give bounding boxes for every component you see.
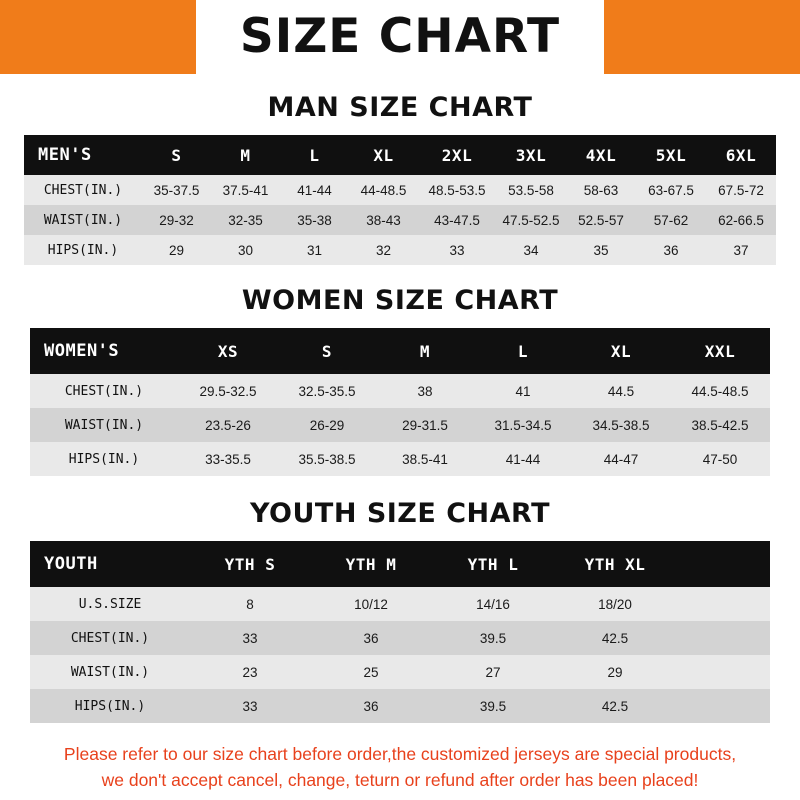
data-cell: 38 <box>376 374 474 408</box>
data-cell: 48.5-53.5 <box>418 175 496 205</box>
data-cell: 33 <box>190 621 310 655</box>
man-section-title: MAN SIZE CHART <box>267 92 533 123</box>
youth-size-table <box>30 541 770 723</box>
row-label: CHEST(IN.) <box>24 175 142 205</box>
header-cell: XL <box>610 341 632 361</box>
header-cell: XS <box>217 341 239 361</box>
header-cell: M <box>419 341 431 361</box>
table-row <box>30 408 770 442</box>
header-cell: MEN'S <box>38 145 92 165</box>
data-cell: 44-48.5 <box>349 175 418 205</box>
data-cell: 41-44 <box>280 175 349 205</box>
data-cell: 35.5-38.5 <box>278 442 376 476</box>
data-cell: 32 <box>349 235 418 265</box>
table-row <box>30 689 770 723</box>
footer-note <box>26 741 774 793</box>
data-cell: 29 <box>142 235 211 265</box>
data-cell: 23 <box>190 655 310 689</box>
banner-right-block <box>604 0 800 74</box>
data-cell: 37 <box>706 235 776 265</box>
data-cell: 52.5-57 <box>566 205 636 235</box>
data-cell: 42.5 <box>554 689 676 723</box>
data-cell: 33 <box>190 689 310 723</box>
data-cell: 41 <box>474 374 572 408</box>
data-cell: 53.5-58 <box>496 175 566 205</box>
data-cell: 34 <box>496 235 566 265</box>
data-cell: 67.5-72 <box>706 175 776 205</box>
header-cell: YOUTH <box>44 554 98 574</box>
data-cell: 38.5-41 <box>376 442 474 476</box>
table-row <box>24 175 776 205</box>
data-cell: 29-32 <box>142 205 211 235</box>
row-label: HIPS(IN.) <box>30 442 178 476</box>
row-label: HIPS(IN.) <box>30 689 190 723</box>
women-size-table <box>30 328 770 476</box>
header-cell: S <box>171 145 182 165</box>
data-cell: 32-35 <box>211 205 280 235</box>
data-cell: 36 <box>310 689 432 723</box>
header-cell: 3XL <box>515 145 547 165</box>
data-cell: 29 <box>554 655 676 689</box>
data-cell: 33-35.5 <box>178 442 278 476</box>
header-cell: YTH XL <box>584 554 646 574</box>
table-header-row <box>30 541 770 587</box>
data-cell: 31 <box>280 235 349 265</box>
header-cell: YTH S <box>224 554 276 574</box>
data-cell: 57-62 <box>636 205 706 235</box>
data-cell: 37.5-41 <box>211 175 280 205</box>
header-cell: YTH L <box>467 554 519 574</box>
data-cell: 47.5-52.5 <box>496 205 566 235</box>
man-size-table <box>24 135 776 265</box>
data-cell: 44.5 <box>572 374 670 408</box>
data-cell: 26-29 <box>278 408 376 442</box>
data-cell: 43-47.5 <box>418 205 496 235</box>
header-cell: XL <box>373 145 394 165</box>
data-cell: 31.5-34.5 <box>474 408 572 442</box>
women-section-title: WOMEN SIZE CHART <box>241 285 559 316</box>
data-cell: 38.5-42.5 <box>670 408 770 442</box>
data-cell: 44-47 <box>572 442 670 476</box>
data-cell: 14/16 <box>432 587 554 621</box>
data-cell: 34.5-38.5 <box>572 408 670 442</box>
data-cell: 36 <box>636 235 706 265</box>
data-cell: 29-31.5 <box>376 408 474 442</box>
header-cell: YTH M <box>345 554 397 574</box>
data-cell: 47-50 <box>670 442 770 476</box>
header-cell-spacer <box>676 541 770 587</box>
row-label: WAIST(IN.) <box>30 408 178 442</box>
data-cell: 25 <box>310 655 432 689</box>
data-cell-spacer <box>676 587 770 621</box>
data-cell: 35-37.5 <box>142 175 211 205</box>
data-cell-spacer <box>676 621 770 655</box>
table-header-row <box>30 328 770 374</box>
youth-section-title: YOUTH SIZE CHART <box>249 498 551 529</box>
header-cell: 5XL <box>655 145 687 165</box>
header-cell: XXL <box>704 341 736 361</box>
data-cell: 42.5 <box>554 621 676 655</box>
table-row <box>30 442 770 476</box>
row-label: WAIST(IN.) <box>24 205 142 235</box>
data-cell: 27 <box>432 655 554 689</box>
data-cell: 41-44 <box>474 442 572 476</box>
banner-left-block <box>0 0 196 74</box>
data-cell-spacer <box>676 655 770 689</box>
header-cell: 4XL <box>585 145 617 165</box>
footer-note-line-1: Please refer to our size chart before order,the customized jerseys are special products, <box>63 744 737 764</box>
data-cell: 30 <box>211 235 280 265</box>
header-cell: L <box>309 145 320 165</box>
header-cell: WOMEN'S <box>44 341 120 361</box>
data-cell: 39.5 <box>432 621 554 655</box>
page-title: SIZE CHART <box>239 9 561 64</box>
data-cell: 33 <box>418 235 496 265</box>
table-row <box>24 235 776 265</box>
row-label: HIPS(IN.) <box>24 235 142 265</box>
header-cell: 6XL <box>725 145 757 165</box>
data-cell-spacer <box>676 689 770 723</box>
data-cell: 18/20 <box>554 587 676 621</box>
data-cell: 10/12 <box>310 587 432 621</box>
data-cell: 35-38 <box>280 205 349 235</box>
data-cell: 23.5-26 <box>178 408 278 442</box>
footer-note-line-2: we don't accept cancel, change, teturn or refund after order has been placed! <box>101 770 699 790</box>
table-row <box>30 374 770 408</box>
table-row <box>30 587 770 621</box>
header-cell: S <box>321 341 333 361</box>
row-label: WAIST(IN.) <box>30 655 190 689</box>
table-row <box>30 621 770 655</box>
data-cell: 38-43 <box>349 205 418 235</box>
data-cell: 32.5-35.5 <box>278 374 376 408</box>
data-cell: 29.5-32.5 <box>178 374 278 408</box>
data-cell: 35 <box>566 235 636 265</box>
header-cell: L <box>517 341 529 361</box>
data-cell: 62-66.5 <box>706 205 776 235</box>
header-cell: 2XL <box>441 145 473 165</box>
row-label: U.S.SIZE <box>30 587 190 621</box>
row-label: CHEST(IN.) <box>30 621 190 655</box>
row-label: CHEST(IN.) <box>30 374 178 408</box>
data-cell: 39.5 <box>432 689 554 723</box>
data-cell: 44.5-48.5 <box>670 374 770 408</box>
table-header-row <box>24 135 776 175</box>
data-cell: 63-67.5 <box>636 175 706 205</box>
header-banner <box>0 0 800 74</box>
data-cell: 58-63 <box>566 175 636 205</box>
table-row <box>30 655 770 689</box>
data-cell: 8 <box>190 587 310 621</box>
data-cell: 36 <box>310 621 432 655</box>
table-row <box>24 205 776 235</box>
header-cell: M <box>240 145 251 165</box>
